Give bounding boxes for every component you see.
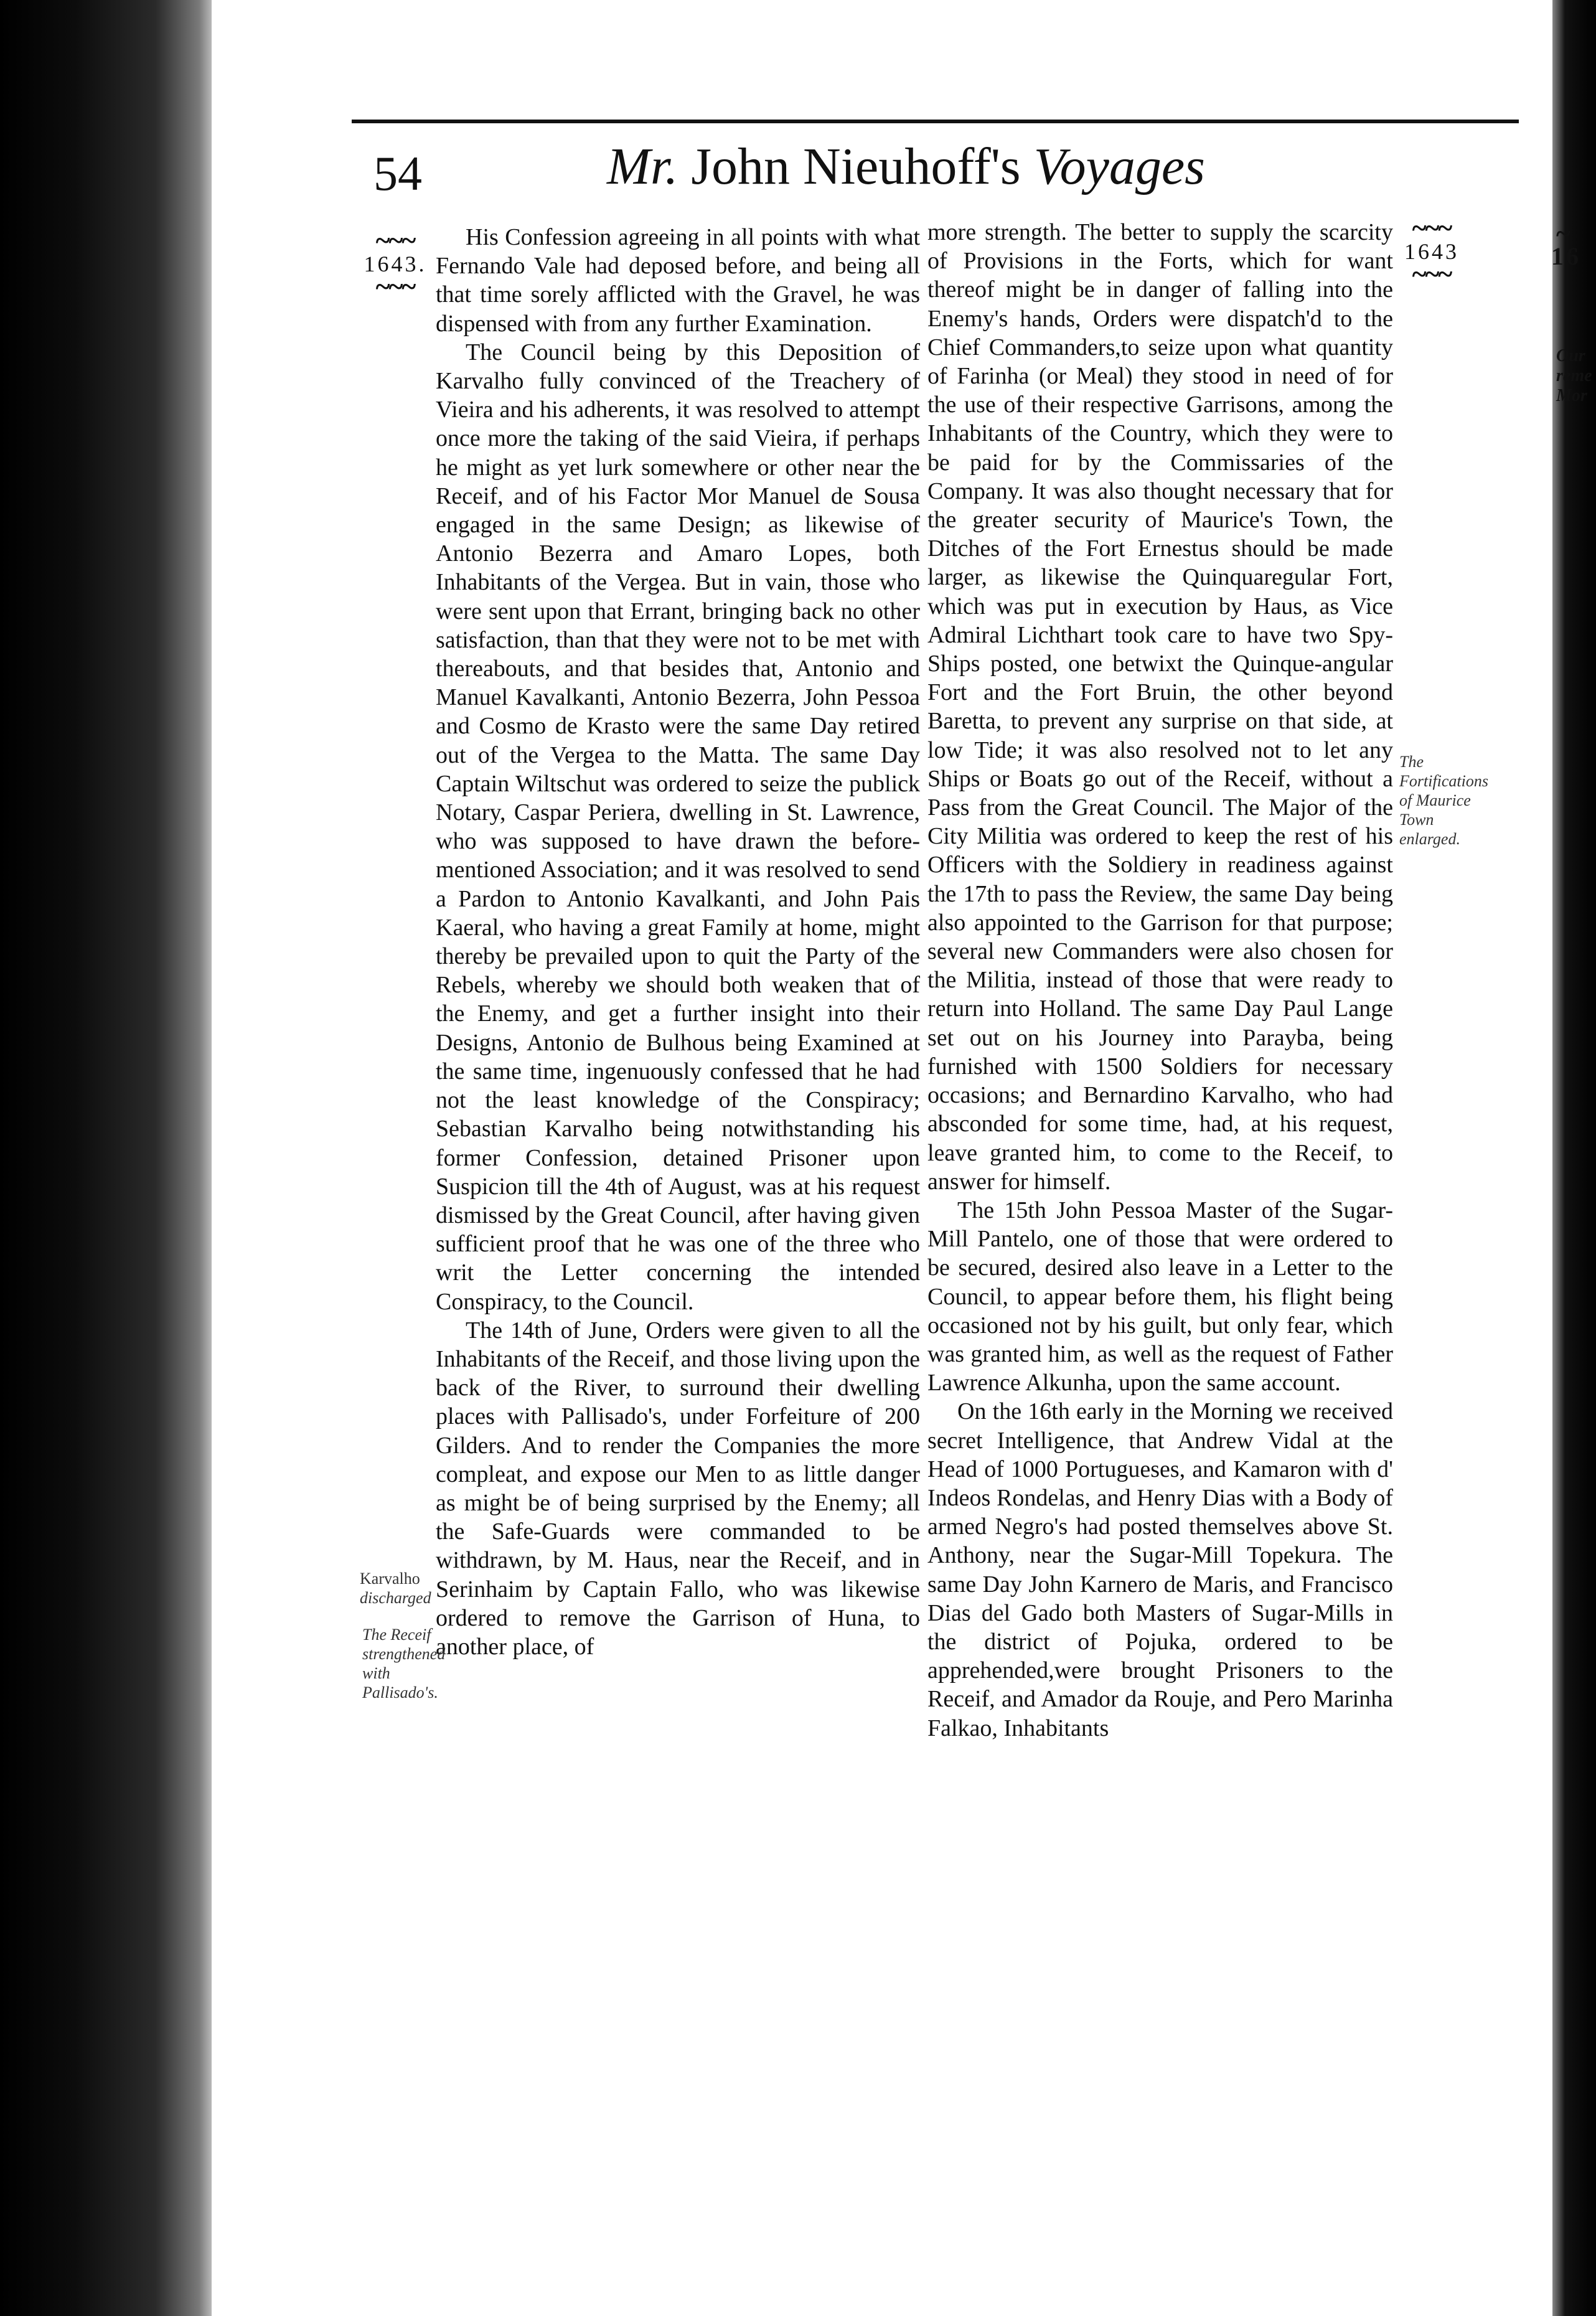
scan-left-edge bbox=[0, 0, 218, 2316]
flourish-ornament-icon: ~~~ bbox=[1412, 259, 1452, 290]
paragraph: The Council being by this Deposition of Karvalho fully convinced of the Treachery of Vieira and his adherents, it was resolved to attempt once more the taking of the said Vieira, if perhaps he might as yet lurk somewhere or other near the Receif, and of his Factor Mor Manuel de Sousa engaged in the same Design; as likewise of Antonio Bezerra and Amaro Lopes, both Inhabitants of the Vergea. But in vain, those who were sent upon that Errant, bringing back no other satisfaction, than that they were not to be met with thereabouts, and that besides that, Antonio and Manuel Kavalkanti, Antonio Bezerra, John Pessoa and Cosmo de Krasto were the same Day retired out of the Vergea to the Matta. The same Day Captain Wiltschut was ordered to seize the publick Notary, Caspar Periera, dwelling in St. Lawrence, who was supposed to have drawn the before-mentioned Association; and it was resolved to send a Pardon to Antonio Kavalkanti, and John Pais Kaeral, who having a great Family at home, might thereby be prevailed upon to quit the Party of the Rebels, whereby we should both weaken that of the Enemy, and get a further insight into their Designs, Antonio de Bulhous being Examined at the same time, ingenuously confessed that he had not the least knowledge of the Conspiracy; Sebastian Karvalho being notwithstanding his former Confession, detained Prisoner upon Suspicion till the 4th of August, was at his request dismissed by the Great Council, after having given sufficient proof that he was one of the three who writ the Letter concerning the intended Conspiracy, to the Council. bbox=[436, 339, 920, 1315]
title-prefix: Mr. bbox=[607, 138, 678, 195]
year-marker-left bbox=[352, 225, 439, 302]
year-marker-right bbox=[1394, 213, 1469, 290]
paragraph: The 15th John Pessoa Master of the Sugar-Mill Pantelo, one of those that were ordered to be secured, desired also leave in a Letter to the Council, to appear before them, his flight being occasioned not by his guilt, but only fear, which was granted him, as well as the request of Father Lawrence Alkunha, upon the same account. bbox=[927, 1197, 1393, 1396]
paragraph: On the 16th early in the Morning we received secret Intelligence, that Andrew Vidal at the Head of 1000 Portugueses, and Kamaron with d' Indeos Rondelas, and Henry Dias with a Body of armed Negro's had posted themselves above St. Anthony, near the Sugar-Mill Topekura. The same Day John Karnero de Maris, and Francisco Dias del Gado both Masters of Sugar-Mills in the district of Pojuka, ordered to be apprehended,were brought Prisoners to the Receif, and Amador da Rouje, and Pero Marinha Falkao, Inhabitants bbox=[927, 1398, 1393, 1741]
flourish-ornament-icon: ~~~ bbox=[375, 271, 415, 302]
paragraph: His Confession agreeing in all points with what Fernando Vale had deposed before, and being all that time sorely afflicted with the Gravel, he was dispensed with from any further Examination. bbox=[436, 224, 920, 337]
text-column-right bbox=[927, 218, 1393, 1743]
text-column-left bbox=[436, 223, 920, 1661]
flourish-ornament-icon: ~~~ bbox=[375, 225, 415, 256]
margin-note-name: Karvalho bbox=[360, 1570, 420, 1588]
margin-note-text: discharged bbox=[360, 1589, 431, 1607]
title-name: John Nieuhoff's bbox=[691, 138, 1021, 195]
flourish-ornament-icon: ~~~ bbox=[1412, 213, 1452, 243]
paragraph: The 14th of June, Orders were given to all the Inhabitants of the Receif, and those living upon the back of the River, to surround their dwelling places with Pallisado's, under Forfeiture of 200 Gilders. And to render the Companies the more compleat, and expose our Men to as little danger as might be of being surprised by the Enemy; all the Safe-Guards were commanded to be withdrawn, by M. Haus, near the Receif, and in Serinhaim by Captain Fallo, who was likewise ordered to remove the Garrison of Huna, to another place, of bbox=[436, 1317, 920, 1660]
margin-note-fortifications: The Fortifications of Maurice Town enlarged. bbox=[1399, 753, 1488, 848]
margin-note-receif: The Receif strengthened with Pallisado's. bbox=[362, 1626, 446, 1702]
flourish-ornament-icon: ~ bbox=[1556, 219, 1570, 249]
year-label: 1643 bbox=[1404, 239, 1459, 264]
margin-note-karvalho bbox=[360, 1569, 447, 1608]
next-page-margin-fragment: Our reme Mor bbox=[1556, 346, 1592, 405]
page-number: 54 bbox=[373, 146, 422, 200]
year-label: 1643. bbox=[364, 252, 427, 276]
header-rule bbox=[352, 120, 1519, 123]
running-title bbox=[607, 138, 1205, 195]
next-page-year-fragment: 16 bbox=[1551, 242, 1581, 270]
title-suffix: Voyages bbox=[1033, 138, 1205, 195]
paragraph: more strength. The better to supply the scarcity of Provisions in the Forts, which for want thereof might be in danger of falling into the Enemy's hands, Orders were dispatch'd to the Chief Commanders,to seize upon what quantity of Farinha (or Meal) they stood in need of for the use of their respective Garrisons, among the Inhabitants of the Country, which they were to be paid for by the Commissaries of the Company. It was also thought necessary that for the greater security of Maurice's Town, the Ditches of the Fort Ernestus should be made larger, as likewise the Quinquaregular Fort, which was put in execution by Haus, as Vice Admiral Lichthart took care to have two Spy-Ships posted, one betwixt the Quinque-angular Fort and the Fort Bruin, the other beyond Baretta, to prevent any surprise on that side, at low Tide; it was also resolved not to let any Ships or Boats go out of the Receif, without a Pass from the Great Council. The Major of the City Militia was ordered to keep the rest of his Officers with the Soldiery in readiness against the 17th to pass the Review, the same Day being also appointed to the Garrison for that purpose; several new Commanders were also chosen for the Militia, instead of those that were ready to return into Holland. The same Day Paul Lange set out on his Journey into Parayba, being furnished with 1500 Soldiers for necessary occasions; and Bernardino Karvalho, who had absconded for some time, had, at his request, leave granted him, to come to the Receif, to answer for himself. bbox=[927, 219, 1393, 1195]
